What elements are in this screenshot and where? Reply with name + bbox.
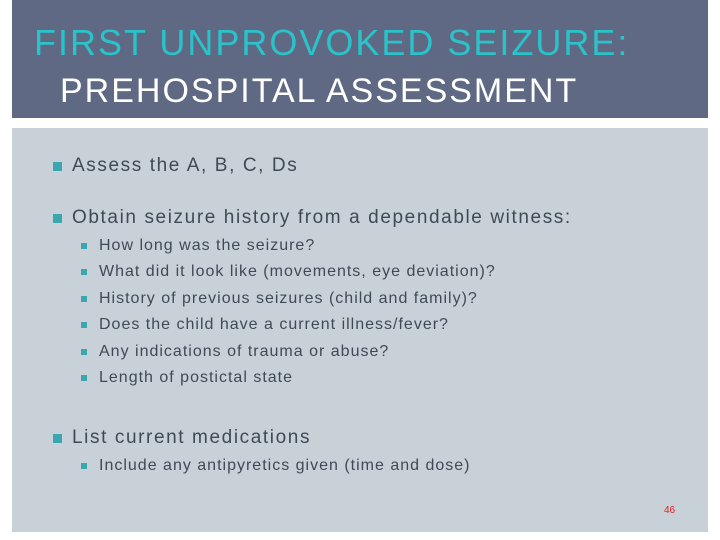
slide-subtitle: PREHOSPITAL ASSESSMENT <box>60 72 579 110</box>
page-number: 46 <box>664 505 676 516</box>
square-bullet-icon <box>81 322 87 328</box>
bullet-list-medications <box>53 427 311 449</box>
sub-bullet-text: What did it look like (movements, eye deviation)? <box>99 263 496 280</box>
bullet-text: List current medications <box>72 427 312 448</box>
title-band <box>12 0 708 118</box>
sub-bullet-text: Any indications of trauma or abuse? <box>99 343 390 360</box>
slide-title: FIRST UNPROVOKED SEIZURE: <box>34 22 630 63</box>
sub-bullet <box>81 457 471 475</box>
square-bullet-icon <box>81 243 87 249</box>
square-bullet-icon <box>53 434 62 443</box>
bullet-text: Obtain seizure history from a dependable witness: <box>72 207 572 228</box>
square-bullet-icon <box>81 349 87 355</box>
sub-bullet-text: Include any antipyretics given (time and dose) <box>99 457 471 474</box>
square-bullet-icon <box>53 162 62 171</box>
bullet-text: Assess the A, B, C, Ds <box>72 155 299 176</box>
sub-bullet-text: Does the child have a current illness/fever? <box>99 316 449 333</box>
square-bullet-icon <box>81 296 87 302</box>
sub-bullet <box>81 369 293 387</box>
bullet-assess <box>53 155 298 177</box>
sub-bullet <box>81 290 478 308</box>
bullet-obtain-history <box>53 207 572 229</box>
sub-bullet <box>81 343 389 361</box>
sub-bullet-text: How long was the seizure? <box>99 237 316 254</box>
sub-bullet <box>81 316 449 334</box>
sub-bullet-text: History of previous seizures (child and family)? <box>99 290 478 307</box>
square-bullet-icon <box>81 463 87 469</box>
sub-bullet <box>81 263 496 281</box>
square-bullet-icon <box>81 269 87 275</box>
square-bullet-icon <box>81 375 87 381</box>
sub-bullet <box>81 237 315 255</box>
square-bullet-icon <box>53 214 62 223</box>
sub-bullet-text: Length of postictal state <box>99 369 293 386</box>
